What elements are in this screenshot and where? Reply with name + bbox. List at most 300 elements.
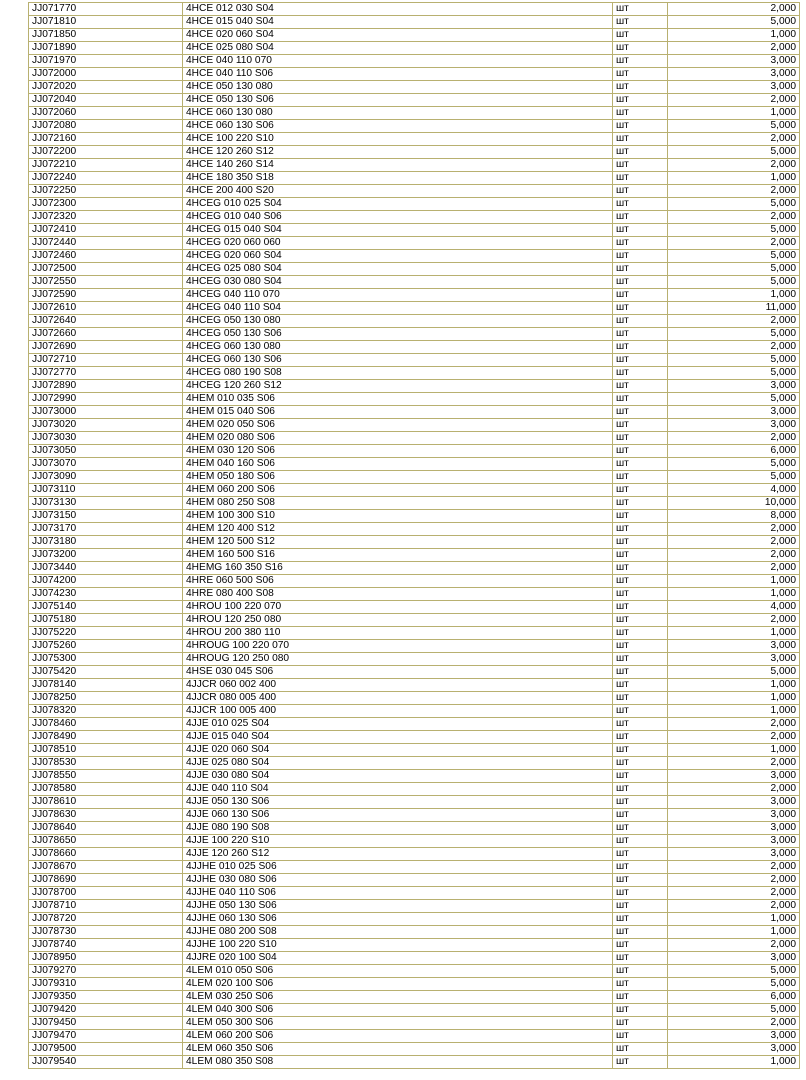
article-code-cell: JJ072200	[29, 146, 183, 159]
unit-cell: шт	[613, 640, 668, 653]
unit-cell: шт	[613, 16, 668, 29]
table-row	[29, 16, 800, 29]
article-code-cell: JJ078730	[29, 926, 183, 939]
quantity-cell: 3,000	[668, 81, 800, 94]
table-row	[29, 315, 800, 328]
unit-cell: шт	[613, 679, 668, 692]
quantity-cell: 1,000	[668, 588, 800, 601]
article-code-cell: JJ072690	[29, 341, 183, 354]
article-code-cell: JJ075420	[29, 666, 183, 679]
quantity-cell: 1,000	[668, 744, 800, 757]
quantity-cell: 5,000	[668, 1004, 800, 1017]
designation-cell: 4HCEG 015 040 S04	[183, 224, 613, 237]
table-row	[29, 289, 800, 302]
article-code-cell: JJ074230	[29, 588, 183, 601]
unit-cell: шт	[613, 562, 668, 575]
designation-cell: 4JJHE 060 130 S06	[183, 913, 613, 926]
quantity-cell: 10,000	[668, 497, 800, 510]
table-row	[29, 1004, 800, 1017]
unit-cell: шт	[613, 276, 668, 289]
designation-cell: 4HCE 140 260 S14	[183, 159, 613, 172]
unit-cell: шт	[613, 497, 668, 510]
designation-cell: 4JJE 015 040 S04	[183, 731, 613, 744]
unit-cell: шт	[613, 861, 668, 874]
quantity-cell: 3,000	[668, 809, 800, 822]
designation-cell: 4JJE 010 025 S04	[183, 718, 613, 731]
unit-cell: шт	[613, 796, 668, 809]
designation-cell: 4HCE 015 040 S04	[183, 16, 613, 29]
quantity-cell: 3,000	[668, 419, 800, 432]
table-row	[29, 484, 800, 497]
article-code-cell: JJ079450	[29, 1017, 183, 1030]
table-row	[29, 94, 800, 107]
article-code-cell: JJ079540	[29, 1056, 183, 1069]
unit-cell: шт	[613, 809, 668, 822]
table-row	[29, 406, 800, 419]
quantity-cell: 5,000	[668, 120, 800, 133]
article-code-cell: JJ072710	[29, 354, 183, 367]
quantity-cell: 2,000	[668, 549, 800, 562]
designation-cell: 4JJCR 100 005 400	[183, 705, 613, 718]
article-code-cell: JJ072610	[29, 302, 183, 315]
designation-cell: 4HCE 025 080 S04	[183, 42, 613, 55]
quantity-cell: 1,000	[668, 1056, 800, 1069]
designation-cell: 4HCEG 050 130 080	[183, 315, 613, 328]
table-row	[29, 835, 800, 848]
unit-cell: шт	[613, 965, 668, 978]
quantity-cell: 5,000	[668, 393, 800, 406]
designation-cell: 4HCEG 050 130 S06	[183, 328, 613, 341]
unit-cell: шт	[613, 172, 668, 185]
table-row	[29, 666, 800, 679]
unit-cell: шт	[613, 120, 668, 133]
unit-cell: шт	[613, 575, 668, 588]
table-row	[29, 939, 800, 952]
table-row	[29, 1056, 800, 1069]
article-code-cell: JJ073050	[29, 445, 183, 458]
designation-cell: 4JJE 025 080 S04	[183, 757, 613, 770]
quantity-cell: 3,000	[668, 770, 800, 783]
quantity-cell: 2,000	[668, 900, 800, 913]
table-row	[29, 991, 800, 1004]
quantity-cell: 5,000	[668, 666, 800, 679]
unit-cell: шт	[613, 926, 668, 939]
designation-cell: 4HROUG 120 250 080	[183, 653, 613, 666]
designation-cell: 4HCEG 060 130 080	[183, 341, 613, 354]
table-row	[29, 796, 800, 809]
quantity-cell: 2,000	[668, 211, 800, 224]
unit-cell: шт	[613, 367, 668, 380]
designation-cell: 4JJCR 060 002 400	[183, 679, 613, 692]
quantity-cell: 3,000	[668, 406, 800, 419]
designation-cell: 4HCE 100 220 S10	[183, 133, 613, 146]
designation-cell: 4LEM 020 100 S06	[183, 978, 613, 991]
quantity-cell: 2,000	[668, 432, 800, 445]
quantity-cell: 1,000	[668, 926, 800, 939]
quantity-cell: 2,000	[668, 874, 800, 887]
quantity-cell: 1,000	[668, 29, 800, 42]
designation-cell: 4HCEG 120 260 S12	[183, 380, 613, 393]
article-code-cell: JJ072990	[29, 393, 183, 406]
quantity-cell: 2,000	[668, 94, 800, 107]
article-code-cell: JJ074200	[29, 575, 183, 588]
article-code-cell: JJ079310	[29, 978, 183, 991]
article-code-cell: JJ078460	[29, 718, 183, 731]
table-row	[29, 185, 800, 198]
inventory-table-body	[29, 3, 800, 1069]
table-row	[29, 159, 800, 172]
quantity-cell: 2,000	[668, 42, 800, 55]
quantity-cell: 1,000	[668, 107, 800, 120]
quantity-cell: 5,000	[668, 471, 800, 484]
article-code-cell: JJ073020	[29, 419, 183, 432]
table-row	[29, 549, 800, 562]
quantity-cell: 2,000	[668, 523, 800, 536]
table-row	[29, 107, 800, 120]
table-row	[29, 354, 800, 367]
table-row	[29, 1043, 800, 1056]
unit-cell: шт	[613, 237, 668, 250]
designation-cell: 4JJE 020 060 S04	[183, 744, 613, 757]
table-row	[29, 55, 800, 68]
article-code-cell: JJ078950	[29, 952, 183, 965]
article-code-cell: JJ078650	[29, 835, 183, 848]
designation-cell: 4HCEG 040 110 S04	[183, 302, 613, 315]
table-row	[29, 822, 800, 835]
article-code-cell: JJ071770	[29, 3, 183, 16]
table-row	[29, 627, 800, 640]
unit-cell: шт	[613, 146, 668, 159]
unit-cell: шт	[613, 718, 668, 731]
table-row	[29, 562, 800, 575]
table-row	[29, 770, 800, 783]
designation-cell: 4HEM 015 040 S06	[183, 406, 613, 419]
unit-cell: шт	[613, 510, 668, 523]
designation-cell: 4HCEG 080 190 S08	[183, 367, 613, 380]
table-row	[29, 731, 800, 744]
unit-cell: шт	[613, 523, 668, 536]
unit-cell: шт	[613, 68, 668, 81]
unit-cell: шт	[613, 627, 668, 640]
article-code-cell: JJ072080	[29, 120, 183, 133]
table-row	[29, 471, 800, 484]
table-row	[29, 536, 800, 549]
unit-cell: шт	[613, 380, 668, 393]
unit-cell: шт	[613, 1043, 668, 1056]
article-code-cell: JJ073200	[29, 549, 183, 562]
quantity-cell: 5,000	[668, 328, 800, 341]
designation-cell: 4HSE 030 045 S06	[183, 666, 613, 679]
article-code-cell: JJ079470	[29, 1030, 183, 1043]
quantity-cell: 2,000	[668, 731, 800, 744]
designation-cell: 4HCEG 020 060 S04	[183, 250, 613, 263]
table-row	[29, 237, 800, 250]
quantity-cell: 1,000	[668, 692, 800, 705]
designation-cell: 4HCE 050 130 080	[183, 81, 613, 94]
table-row	[29, 68, 800, 81]
article-code-cell: JJ078720	[29, 913, 183, 926]
article-code-cell: JJ078710	[29, 900, 183, 913]
table-row	[29, 653, 800, 666]
quantity-cell: 1,000	[668, 172, 800, 185]
unit-cell: шт	[613, 419, 668, 432]
table-row	[29, 926, 800, 939]
article-code-cell: JJ072320	[29, 211, 183, 224]
quantity-cell: 2,000	[668, 861, 800, 874]
designation-cell: 4HCE 060 130 080	[183, 107, 613, 120]
table-row	[29, 744, 800, 757]
article-code-cell: JJ078740	[29, 939, 183, 952]
article-code-cell: JJ078640	[29, 822, 183, 835]
designation-cell: 4JJHE 030 080 S06	[183, 874, 613, 887]
quantity-cell: 1,000	[668, 289, 800, 302]
designation-cell: 4HCE 040 110 070	[183, 55, 613, 68]
designation-cell: 4HCE 040 110 S06	[183, 68, 613, 81]
designation-cell: 4LEM 010 050 S06	[183, 965, 613, 978]
unit-cell: шт	[613, 770, 668, 783]
designation-cell: 4LEM 060 350 S06	[183, 1043, 613, 1056]
table-row	[29, 614, 800, 627]
table-row	[29, 874, 800, 887]
quantity-cell: 3,000	[668, 640, 800, 653]
unit-cell: шт	[613, 874, 668, 887]
table-row	[29, 848, 800, 861]
designation-cell: 4LEM 030 250 S06	[183, 991, 613, 1004]
article-code-cell: JJ078320	[29, 705, 183, 718]
table-row	[29, 3, 800, 16]
unit-cell: шт	[613, 991, 668, 1004]
designation-cell: 4LEM 040 300 S06	[183, 1004, 613, 1017]
article-code-cell: JJ073130	[29, 497, 183, 510]
article-code-cell: JJ078690	[29, 874, 183, 887]
designation-cell: 4JJRE 020 100 S04	[183, 952, 613, 965]
article-code-cell: JJ078250	[29, 692, 183, 705]
designation-cell: 4HROU 100 220 070	[183, 601, 613, 614]
unit-cell: шт	[613, 458, 668, 471]
unit-cell: шт	[613, 133, 668, 146]
quantity-cell: 5,000	[668, 458, 800, 471]
table-row	[29, 393, 800, 406]
table-row	[29, 445, 800, 458]
quantity-cell: 1,000	[668, 913, 800, 926]
designation-cell: 4JJE 030 080 S04	[183, 770, 613, 783]
unit-cell: шт	[613, 81, 668, 94]
article-code-cell: JJ075260	[29, 640, 183, 653]
quantity-cell: 1,000	[668, 705, 800, 718]
table-row	[29, 367, 800, 380]
designation-cell: 4HCE 060 130 S06	[183, 120, 613, 133]
table-row	[29, 523, 800, 536]
quantity-cell: 5,000	[668, 198, 800, 211]
table-row	[29, 601, 800, 614]
quantity-cell: 6,000	[668, 991, 800, 1004]
table-row	[29, 419, 800, 432]
article-code-cell: JJ078510	[29, 744, 183, 757]
table-row	[29, 757, 800, 770]
designation-cell: 4HCEG 060 130 S06	[183, 354, 613, 367]
designation-cell: 4HEM 120 400 S12	[183, 523, 613, 536]
designation-cell: 4HCE 200 400 S20	[183, 185, 613, 198]
designation-cell: 4HCEG 010 025 S04	[183, 198, 613, 211]
unit-cell: шт	[613, 445, 668, 458]
unit-cell: шт	[613, 471, 668, 484]
table-row	[29, 952, 800, 965]
quantity-cell: 3,000	[668, 1030, 800, 1043]
article-code-cell: JJ079420	[29, 1004, 183, 1017]
article-code-cell: JJ072040	[29, 94, 183, 107]
article-code-cell: JJ075300	[29, 653, 183, 666]
article-code-cell: JJ071850	[29, 29, 183, 42]
quantity-cell: 11,000	[668, 302, 800, 315]
quantity-cell: 1,000	[668, 679, 800, 692]
designation-cell: 4HCE 050 130 S06	[183, 94, 613, 107]
table-row	[29, 575, 800, 588]
designation-cell: 4JJE 100 220 S10	[183, 835, 613, 848]
unit-cell: шт	[613, 198, 668, 211]
unit-cell: шт	[613, 354, 668, 367]
designation-cell: 4LEM 050 300 S06	[183, 1017, 613, 1030]
unit-cell: шт	[613, 302, 668, 315]
quantity-cell: 2,000	[668, 341, 800, 354]
table-row	[29, 133, 800, 146]
table-row	[29, 640, 800, 653]
unit-cell: шт	[613, 822, 668, 835]
table-row	[29, 172, 800, 185]
quantity-cell: 3,000	[668, 848, 800, 861]
unit-cell: шт	[613, 952, 668, 965]
table-row	[29, 861, 800, 874]
table-row	[29, 1017, 800, 1030]
article-code-cell: JJ072640	[29, 315, 183, 328]
table-row	[29, 146, 800, 159]
designation-cell: 4JJE 080 190 S08	[183, 822, 613, 835]
article-code-cell: JJ073180	[29, 536, 183, 549]
designation-cell: 4HEM 010 035 S06	[183, 393, 613, 406]
unit-cell: шт	[613, 29, 668, 42]
quantity-cell: 3,000	[668, 835, 800, 848]
quantity-cell: 2,000	[668, 536, 800, 549]
designation-cell: 4HEM 080 250 S08	[183, 497, 613, 510]
designation-cell: 4JJHE 010 025 S06	[183, 861, 613, 874]
designation-cell: 4HRE 060 500 S06	[183, 575, 613, 588]
designation-cell: 4HEM 020 080 S06	[183, 432, 613, 445]
table-row	[29, 887, 800, 900]
table-row	[29, 692, 800, 705]
quantity-cell: 2,000	[668, 939, 800, 952]
table-row	[29, 328, 800, 341]
article-code-cell: JJ072160	[29, 133, 183, 146]
article-code-cell: JJ078670	[29, 861, 183, 874]
article-code-cell: JJ072460	[29, 250, 183, 263]
unit-cell: шт	[613, 250, 668, 263]
article-code-cell: JJ072020	[29, 81, 183, 94]
quantity-cell: 2,000	[668, 783, 800, 796]
article-code-cell: JJ072500	[29, 263, 183, 276]
table-row	[29, 900, 800, 913]
designation-cell: 4HEM 020 050 S06	[183, 419, 613, 432]
designation-cell: 4HEMG 160 350 S16	[183, 562, 613, 575]
article-code-cell: JJ071810	[29, 16, 183, 29]
article-code-cell: JJ072210	[29, 159, 183, 172]
designation-cell: 4HCEG 030 080 S04	[183, 276, 613, 289]
article-code-cell: JJ071890	[29, 42, 183, 55]
article-code-cell: JJ075140	[29, 601, 183, 614]
quantity-cell: 5,000	[668, 978, 800, 991]
quantity-cell: 5,000	[668, 965, 800, 978]
quantity-cell: 2,000	[668, 185, 800, 198]
designation-cell: 4HRE 080 400 S08	[183, 588, 613, 601]
article-code-cell: JJ072060	[29, 107, 183, 120]
table-row	[29, 1030, 800, 1043]
designation-cell: 4HCE 120 260 S12	[183, 146, 613, 159]
unit-cell: шт	[613, 1004, 668, 1017]
unit-cell: шт	[613, 887, 668, 900]
table-row	[29, 263, 800, 276]
designation-cell: 4JJE 120 260 S12	[183, 848, 613, 861]
table-row	[29, 81, 800, 94]
table-row	[29, 978, 800, 991]
article-code-cell: JJ078700	[29, 887, 183, 900]
quantity-cell: 1,000	[668, 627, 800, 640]
unit-cell: шт	[613, 341, 668, 354]
designation-cell: 4HCE 180 350 S18	[183, 172, 613, 185]
table-row	[29, 705, 800, 718]
quantity-cell: 2,000	[668, 237, 800, 250]
quantity-cell: 5,000	[668, 276, 800, 289]
unit-cell: шт	[613, 913, 668, 926]
designation-cell: 4LEM 060 200 S06	[183, 1030, 613, 1043]
unit-cell: шт	[613, 406, 668, 419]
unit-cell: шт	[613, 224, 668, 237]
article-code-cell: JJ075220	[29, 627, 183, 640]
unit-cell: шт	[613, 1017, 668, 1030]
article-code-cell: JJ078490	[29, 731, 183, 744]
unit-cell: шт	[613, 705, 668, 718]
table-row	[29, 276, 800, 289]
article-code-cell: JJ078140	[29, 679, 183, 692]
unit-cell: шт	[613, 653, 668, 666]
unit-cell: шт	[613, 315, 668, 328]
unit-cell: шт	[613, 211, 668, 224]
designation-cell: 4HEM 060 200 S06	[183, 484, 613, 497]
article-code-cell: JJ072300	[29, 198, 183, 211]
designation-cell: 4JJE 040 110 S04	[183, 783, 613, 796]
unit-cell: шт	[613, 835, 668, 848]
article-code-cell: JJ073030	[29, 432, 183, 445]
article-code-cell: JJ073090	[29, 471, 183, 484]
quantity-cell: 2,000	[668, 887, 800, 900]
article-code-cell: JJ072410	[29, 224, 183, 237]
quantity-cell: 5,000	[668, 367, 800, 380]
unit-cell: шт	[613, 536, 668, 549]
article-code-cell: JJ078550	[29, 770, 183, 783]
article-code-cell: JJ073000	[29, 406, 183, 419]
table-row	[29, 120, 800, 133]
quantity-cell: 3,000	[668, 952, 800, 965]
quantity-cell: 3,000	[668, 653, 800, 666]
quantity-cell: 2,000	[668, 159, 800, 172]
designation-cell: 4JJHE 040 110 S06	[183, 887, 613, 900]
unit-cell: шт	[613, 107, 668, 120]
table-row	[29, 29, 800, 42]
unit-cell: шт	[613, 159, 668, 172]
quantity-cell: 5,000	[668, 263, 800, 276]
table-row	[29, 198, 800, 211]
article-code-cell: JJ073110	[29, 484, 183, 497]
article-code-cell: JJ072000	[29, 68, 183, 81]
unit-cell: шт	[613, 55, 668, 68]
unit-cell: шт	[613, 3, 668, 16]
